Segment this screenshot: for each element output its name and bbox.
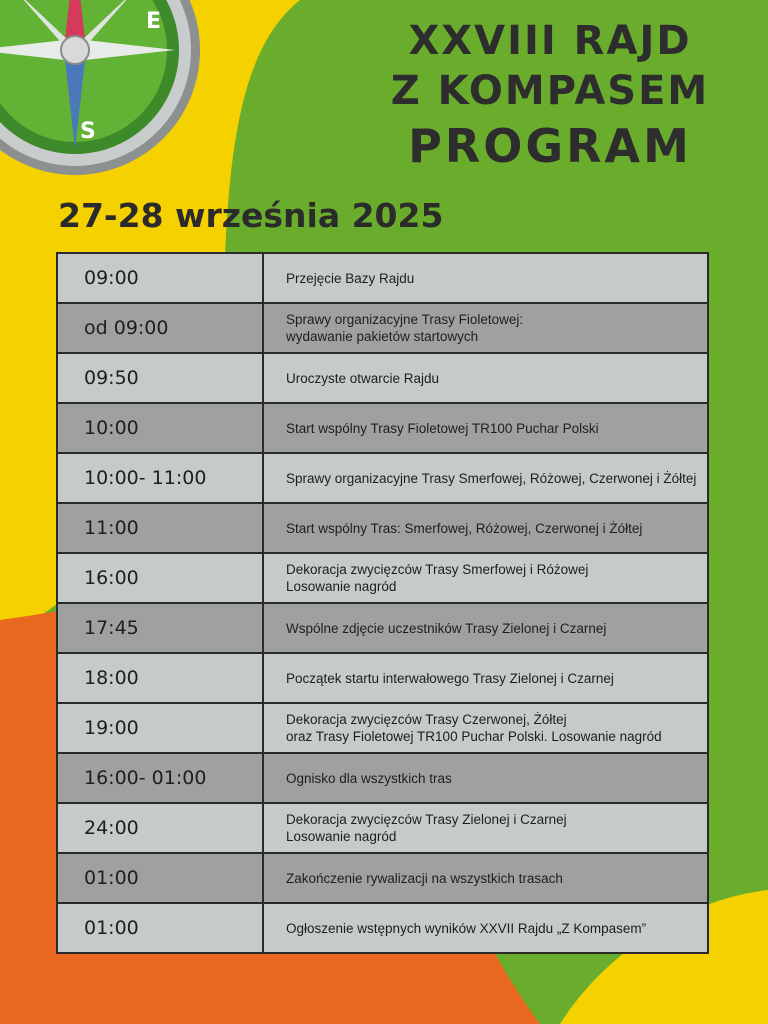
schedule-description-line1: Dekoracja zwycięzców Trasy Czerwonej, Żółtej bbox=[286, 712, 567, 727]
schedule-description bbox=[263, 403, 708, 453]
schedule-description bbox=[263, 703, 708, 753]
schedule-description-line2: oraz Trasy Fioletowej TR100 Puchar Polski. Losowanie nagród bbox=[286, 729, 662, 744]
schedule-row bbox=[57, 353, 708, 403]
schedule-row bbox=[57, 403, 708, 453]
schedule-row bbox=[57, 453, 708, 503]
title-line-2: Z KOMPASEM bbox=[390, 68, 710, 114]
schedule-time: 18:00 bbox=[57, 653, 263, 703]
schedule-description-line2: Losowanie nagród bbox=[286, 829, 397, 844]
schedule-description-line1: Dekoracja zwycięzców Trasy Zielonej i Czarnej bbox=[286, 812, 567, 827]
schedule-time: 01:00 bbox=[57, 853, 263, 903]
schedule-row bbox=[57, 653, 708, 703]
schedule-description bbox=[263, 503, 708, 553]
schedule-description bbox=[263, 303, 708, 353]
schedule-description-line1: Dekoracja zwycięzców Trasy Smerfowej i Różowej bbox=[286, 562, 589, 577]
schedule-description bbox=[263, 553, 708, 603]
schedule-description bbox=[263, 653, 708, 703]
schedule-time: 24:00 bbox=[57, 803, 263, 853]
schedule-time: od 09:00 bbox=[57, 303, 263, 353]
schedule-row bbox=[57, 303, 708, 353]
schedule-description-line1: Początek startu interwałowego Trasy Zielonej i Czarnej bbox=[286, 670, 614, 686]
schedule-description bbox=[263, 903, 708, 953]
schedule-time: 09:00 bbox=[57, 253, 263, 303]
schedule-row bbox=[57, 903, 708, 953]
schedule-description bbox=[263, 353, 708, 403]
schedule-row bbox=[57, 503, 708, 553]
schedule-row bbox=[57, 603, 708, 653]
schedule-row bbox=[57, 553, 708, 603]
schedule-description-line1: Ognisko dla wszystkich tras bbox=[286, 770, 452, 786]
schedule-time: 10:00- 11:00 bbox=[57, 453, 263, 503]
schedule-table bbox=[56, 252, 709, 954]
schedule-description-line1: Wspólne zdjęcie uczestników Trasy Zielonej i Czarnej bbox=[286, 620, 607, 636]
schedule-description-line2: wydawanie pakietów startowych bbox=[286, 329, 479, 344]
schedule-time: 09:50 bbox=[57, 353, 263, 403]
schedule-row bbox=[57, 703, 708, 753]
title-line-1: XXVIII RAJD bbox=[408, 18, 692, 64]
schedule-row bbox=[57, 853, 708, 903]
schedule-description bbox=[263, 853, 708, 903]
schedule-time: 16:00- 01:00 bbox=[57, 753, 263, 803]
schedule-description-line1: Ogłoszenie wstępnych wyników XXVII Rajdu „Z Kompasem” bbox=[286, 920, 647, 936]
schedule-description bbox=[263, 453, 708, 503]
schedule-description bbox=[263, 253, 708, 303]
schedule-description-line1: Zakończenie rywalizacji na wszystkich trasach bbox=[286, 870, 563, 886]
schedule-description bbox=[263, 803, 708, 853]
event-title bbox=[330, 18, 768, 172]
schedule-time: 10:00 bbox=[57, 403, 263, 453]
schedule-row bbox=[57, 803, 708, 853]
compass-icon bbox=[0, 0, 210, 190]
compass-letter-s: S bbox=[80, 119, 96, 144]
schedule-description-line1: Przejęcie Bazy Rajdu bbox=[286, 270, 415, 286]
schedule-description-line1: Sprawy organizacyjne Trasy Fioletowej: bbox=[286, 312, 524, 327]
event-date: 27-28 września 2025 bbox=[58, 196, 444, 235]
schedule-description bbox=[263, 603, 708, 653]
schedule-time: 19:00 bbox=[57, 703, 263, 753]
schedule-description-line1: Start wspólny Tras: Smerfowej, Różowej, Czerwonej i Żółtej bbox=[286, 520, 643, 536]
compass-letter-e: E bbox=[146, 9, 162, 34]
schedule-time: 11:00 bbox=[57, 503, 263, 553]
schedule-description bbox=[263, 753, 708, 803]
schedule-time: 16:00 bbox=[57, 553, 263, 603]
schedule-description-line2: Losowanie nagród bbox=[286, 579, 397, 594]
schedule-description-line1: Sprawy organizacyjne Trasy Smerfowej, Różowej, Czerwonej i Żółtej bbox=[286, 470, 697, 486]
schedule-time: 17:45 bbox=[57, 603, 263, 653]
schedule-description-line1: Start wspólny Trasy Fioletowej TR100 Puchar Polski bbox=[286, 420, 599, 436]
schedule-description-line1: Uroczyste otwarcie Rajdu bbox=[286, 370, 440, 386]
title-line-3: PROGRAM bbox=[408, 119, 692, 173]
schedule-row bbox=[57, 253, 708, 303]
schedule-row bbox=[57, 753, 708, 803]
schedule-time: 01:00 bbox=[57, 903, 263, 953]
